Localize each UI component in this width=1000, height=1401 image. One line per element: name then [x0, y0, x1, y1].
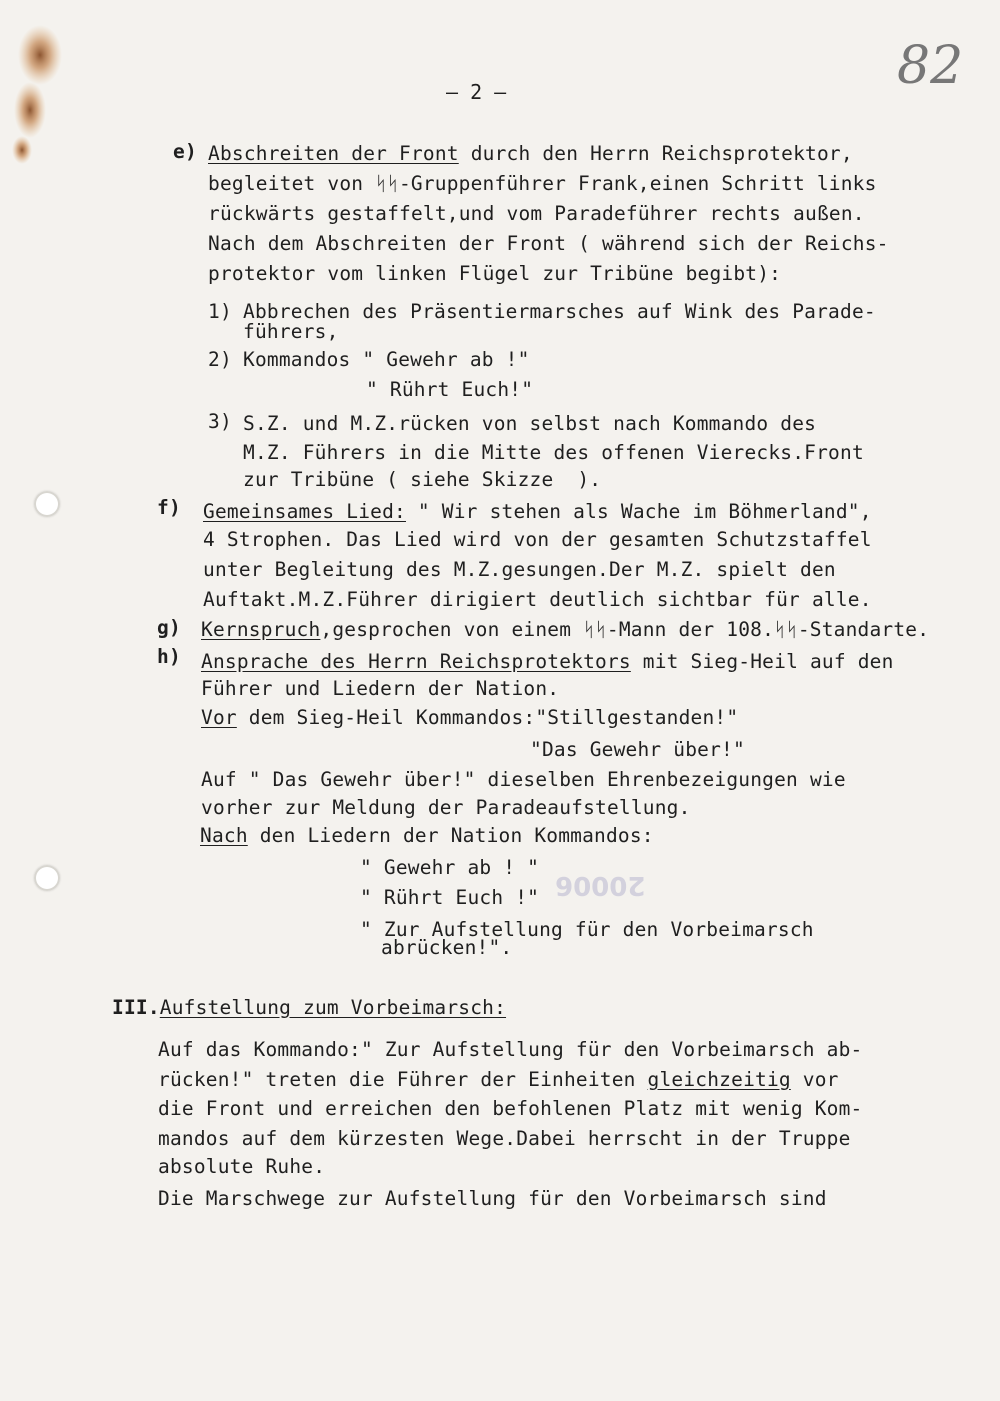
- text-line: zur Tribüne ( siehe Skizze ).: [243, 468, 602, 491]
- text-line: " Rührt Euch!": [366, 378, 534, 401]
- archive-page-number: [893, 28, 963, 98]
- svg-text:82: 82: [897, 36, 963, 96]
- text-line: Abbrechen des Präsentiermarsches auf Wink des Parade-: [243, 300, 876, 323]
- text-line: mandos auf dem kürzesten Wege.Dabei herrscht in der Truppe: [158, 1127, 851, 1150]
- text-line: rücken!" treten die Führer der Einheiten gleichzeitig vor: [158, 1068, 839, 1091]
- text-line: Ansprache des Herrn Reichsprotektors mit Sieg-Heil auf den: [201, 650, 894, 673]
- text-line: unter Begleitung des M.Z.gesungen.Der M.Z. spielt den: [203, 558, 836, 581]
- text-line: M.Z. Führers in die Mitte des offenen Vierecks.Front: [243, 441, 864, 464]
- text-line: Auftakt.M.Z.Führer dirigiert deutlich sichtbar für alle.: [203, 588, 872, 611]
- text-line: Auf " Das Gewehr über!" dieselben Ehrenbezeigungen wie: [201, 768, 846, 791]
- text-line: Abschreiten der Front durch den Herrn Reichsprotektor,: [208, 142, 853, 165]
- text-line: Kernspruch,gesprochen von einem ᛋᛋ-Mann der 108.ᛋᛋ-Standarte.: [201, 618, 930, 641]
- text-line: Nach dem Abschreiten der Front ( während sich der Reichs-: [208, 232, 889, 255]
- item-label-f: f): [157, 496, 181, 519]
- text-line: " Rührt Euch !": [360, 886, 540, 909]
- punch-hole: [34, 491, 60, 517]
- text-line: "Das Gewehr über!": [530, 738, 745, 761]
- text-line: absolute Ruhe.: [158, 1155, 326, 1178]
- item-label-2: 2): [208, 348, 232, 371]
- punch-hole: [34, 865, 60, 891]
- text-line: Nach den Liedern der Nation Kommandos:: [200, 824, 654, 847]
- text-line: S.Z. und M.Z.rücken von selbst nach Kommando des: [243, 412, 817, 435]
- text-line: Die Marschwege zur Aufstellung für den Vorbeimarsch sind: [158, 1187, 827, 1210]
- text-line: protektor vom linken Flügel zur Tribüne begibt):: [208, 262, 782, 285]
- text-line: die Front und erreichen den befohlenen Platz mit wenig Kom-: [158, 1097, 863, 1120]
- text-line: 4 Strophen. Das Lied wird von der gesamten Schutzstaffel: [203, 528, 872, 551]
- item-label-h: h): [157, 645, 181, 668]
- section-heading: III.Aufstellung zum Vorbeimarsch:: [112, 996, 507, 1019]
- burn-stain: [0, 10, 80, 170]
- text-line: begleitet von ᛋᛋ-Gruppenführer Frank,einen Schritt links: [208, 172, 877, 195]
- item-label-3: 3): [208, 410, 232, 433]
- faded-stamp: 20006: [555, 870, 646, 900]
- text-line: führers,: [243, 320, 339, 343]
- item-label-g: g): [157, 616, 181, 639]
- text-line: Kommandos " Gewehr ab !": [243, 348, 530, 371]
- text-line: " Zur Aufstellung für den Vorbeimarsch: [360, 918, 814, 941]
- text-line: Vor dem Sieg-Heil Kommandos:"Stillgestanden!": [201, 706, 739, 729]
- text-line: " Gewehr ab ! ": [360, 856, 540, 879]
- text-line: Gemeinsames Lied: " Wir stehen als Wache im Böhmerland",: [203, 500, 872, 523]
- text-line: rückwärts gestaffelt,und vom Paradeführer rechts außen.: [208, 202, 865, 225]
- text-line: vorher zur Meldung der Paradeaufstellung.: [201, 796, 691, 819]
- text-line: Auf das Kommando:" Zur Aufstellung für den Vorbeimarsch ab-: [158, 1038, 863, 1061]
- page-number: – 2 –: [446, 80, 507, 104]
- text-line: Führer und Liedern der Nation.: [201, 677, 560, 700]
- text-line: abrücken!".: [381, 936, 513, 959]
- item-label-e: e): [173, 140, 197, 163]
- item-label-1: 1): [208, 300, 232, 323]
